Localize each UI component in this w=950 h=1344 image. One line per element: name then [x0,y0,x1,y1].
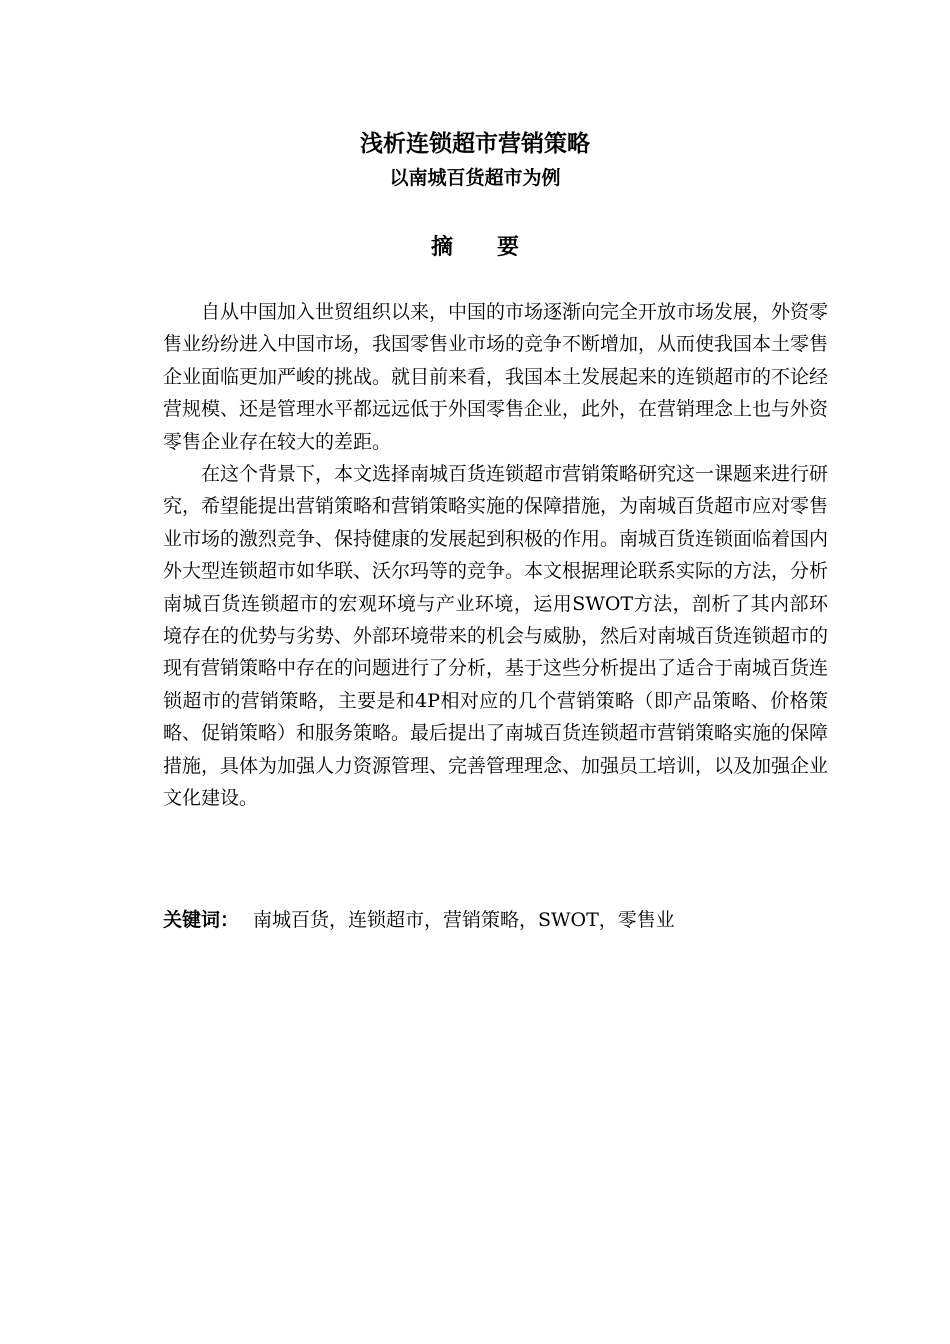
keywords-text: 南城百货，连锁超市，营销策略，SWOT，零售业 [253,909,675,931]
abstract-heading: 摘要 [430,235,563,260]
abstract-paragraph-2: 在这个背景下，本文选择南城百货连锁超市营销策略研究这一课题来进行研究，希望能提出营销策略和营销策略实施的保障措施，为南城百货超市应对零售业市场的激烈竞争、保持健康的发展起到积极的作用。南城百货连锁面临着国内外大型连锁超市如华联、沃尔玛等的竞争。本文根据理论联系实际的方法，分析南城百货连锁超市的宏观环境与产业环境，运用SWOT方法，剖析了其内部环境存在的优势与劣势、外部环境带来的机会与威胁，然后对南城百货连锁超市的现有营销策略中存在的问题进行了分析，基于这些分析提出了适合于南城百货连锁超市的营销策略，主要是和4P相对应的几个营销策略（即产品策略、价格策略、促销策略）和服务策略。最后提出了南城百货连锁超市营销策略实施的保障措施，具体为加强人力资源管理、完善管理理念、加强员工培训，以及加强企业文化建设。 [163,463,829,810]
keywords-label: 关键词： [163,909,240,931]
keywords-line [163,904,828,936]
document-subtitle: 以南城百货超市为例 [389,167,561,189]
abstract-body [163,296,828,815]
document-title: 浅析连锁超市营销策略 [360,131,590,157]
abstract-paragraph-1: 自从中国加入世贸组织以来，中国的市场逐渐向完全开放市场发展，外资零售业纷纷进入中国市场，我国零售业市场的竞争不断增加，从而使我国本土零售企业面临更加严峻的挑战。就目前来看，我国本土发展起来的连锁超市的不论经营规模、还是管理水平都远远低于外国零售企业，此外，在营销理念上也与外资零售企业存在较大的差距。 [163,301,829,453]
